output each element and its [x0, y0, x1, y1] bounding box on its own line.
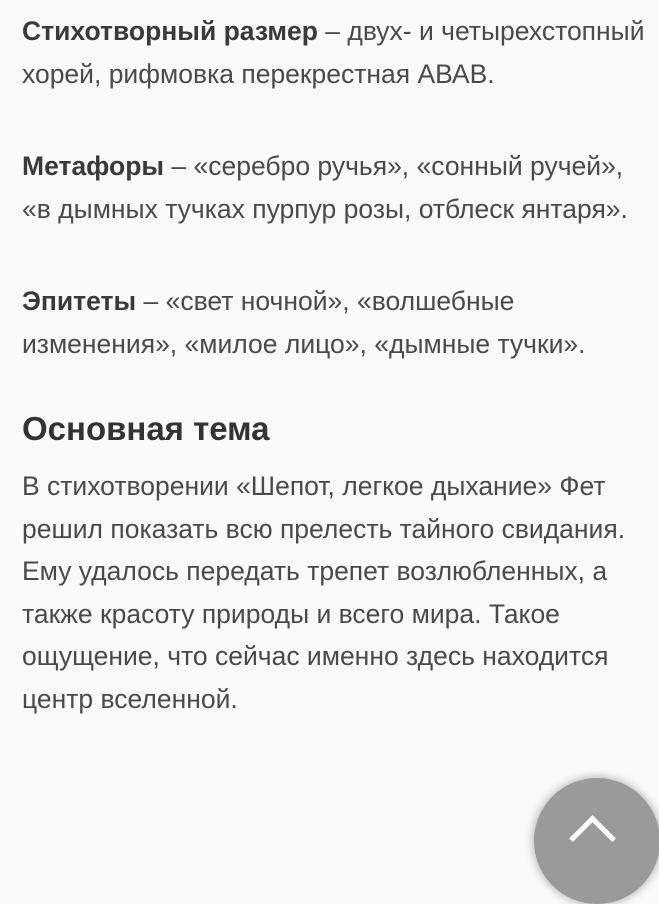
- epithets-term: Эпитеты: [22, 286, 137, 316]
- metaphors-text: – «серебро ручья», «сонный ручей», «в дымных тучках пурпур розы, отблеск янтаря».: [22, 151, 628, 224]
- epithets-text: – «свет ночной», «волшебные изменения», «милое лицо», «дымные тучки».: [22, 286, 586, 359]
- scroll-top-button[interactable]: [534, 778, 659, 904]
- metaphors-paragraph: [22, 145, 654, 230]
- meter-text: – двух- и четырехстопный хорей, рифмовка перекрестная АВАВ.: [22, 16, 645, 89]
- main-theme-heading: Основная тема: [22, 410, 270, 447]
- chevron-up-icon: [569, 815, 616, 862]
- article-content: [22, 10, 654, 720]
- meter-term: Стихотворный размер: [22, 16, 318, 46]
- meter-paragraph: [22, 10, 654, 95]
- epithets-paragraph: [22, 280, 654, 365]
- main-theme-paragraph: В стихотворении «Шепот, легкое дыхание» Фет решил показать всю прелесть тайного свидания. Ему удалось передать трепет возлюбленных, а также красоту природы и всего мира. Такое ощущение, что сейчас именно здесь находится центр вселенной.: [22, 471, 626, 714]
- metaphors-term: Метафоры: [22, 151, 165, 181]
